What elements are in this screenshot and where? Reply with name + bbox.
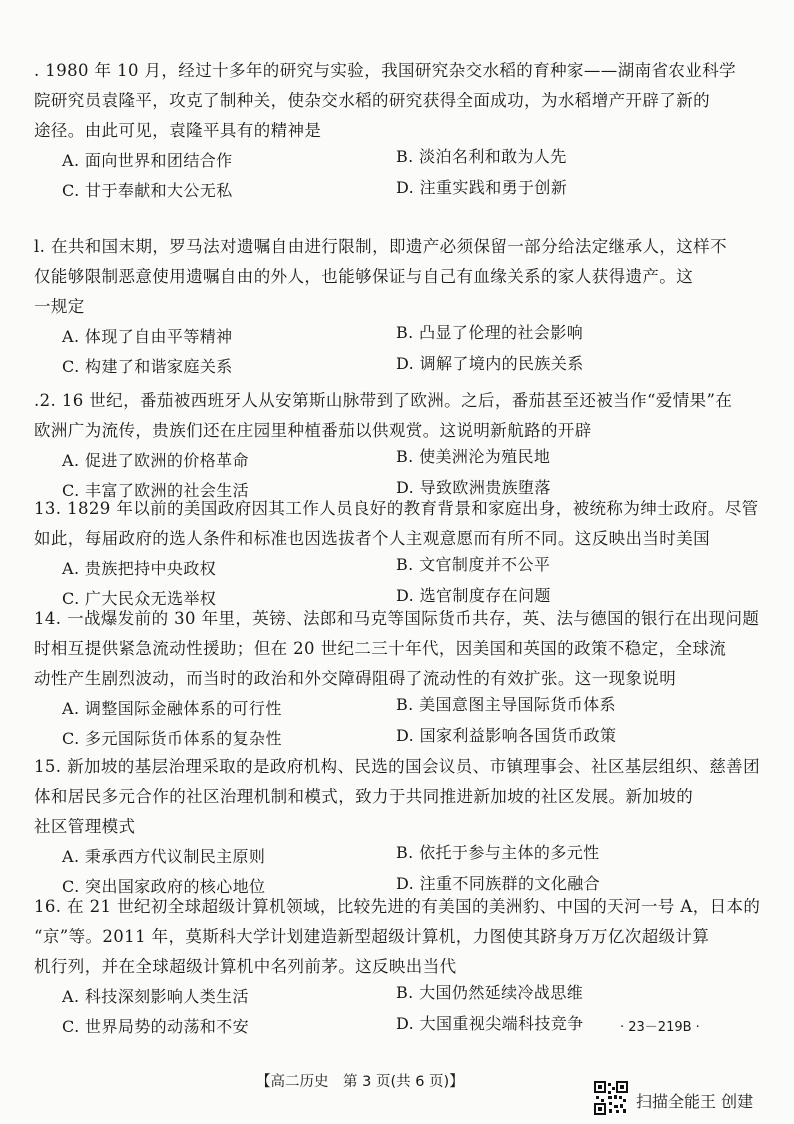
option-c: C. 多元国际货币体系的复杂性 [62, 729, 282, 748]
question-stem-line: 14. 一战爆发前的 30 年里，英镑、法郎和马克等国际货币共存，英、法与德国的银行在出现问题 [34, 609, 760, 628]
option-b: B. 依托于参与主体的多元性 [396, 843, 600, 862]
question-stem-line: 16. 在 21 世纪初全球超级计算机领域，比较先进的有美国的美洲豹、中国的天河一号 A，日本的 [34, 897, 761, 916]
option-d: D. 导致欧洲贵族堕落 [396, 478, 551, 497]
option-d: D. 大国重视尖端科技竞争 [396, 1014, 584, 1033]
option-c: C. 构建了和谐家庭关系 [62, 357, 233, 376]
option-b: B. 美国意图主导国际货币体系 [396, 695, 616, 714]
option-a: A. 促进了欧洲的价格革命 [62, 451, 249, 470]
question-stem-line: 时相互提供紧急流动性援助；但在 20 世纪二三十年代，因美国和英国的政策不稳定，全球流 [34, 639, 727, 658]
option-c: C. 甘于奉献和大公无私 [62, 181, 233, 200]
option-c: C. 突出国家政府的核心地位 [62, 877, 266, 896]
page-footer-title: 【高二历史 第 3 页(共 6 页)】 [256, 1074, 464, 1090]
option-a: A. 秉承西方代议制民主原则 [62, 847, 266, 866]
options [34, 322, 724, 384]
question-15 [34, 752, 760, 904]
exam-code: · 23－219B · [620, 1020, 700, 1035]
option-d: D. 注重实践和勇于创新 [396, 178, 568, 197]
option-d: D. 注重不同族群的文化融合 [396, 874, 601, 893]
scanner-watermark [594, 1080, 753, 1120]
option-b: B. 文官制度并不公平 [396, 555, 551, 574]
question-stem-line: 动性产生剧烈波动，而当时的政治和外交障碍阻碍了流动性的有效扩张。这一现象说明 [34, 669, 677, 688]
option-a: A. 贵族把持中央政权 [62, 559, 217, 578]
option-d: D. 国家利益影响各国货币政策 [396, 726, 617, 745]
qr-code-icon [594, 1081, 628, 1119]
option-b: B. 凸显了伦理的社会影响 [396, 323, 584, 342]
option-b: B. 使美洲沦为殖民地 [396, 447, 551, 466]
question-10 [34, 56, 737, 208]
option-a: A. 科技深刻影响人类生活 [62, 987, 249, 1006]
question-stem-line: 15. 新加坡的基层治理采取的是政府机构、民选的国会议员、市镇理事会、社区基层组织、慈善团 [34, 757, 760, 776]
question-14 [34, 604, 760, 756]
option-d: D. 调解了境内的民族关系 [396, 354, 584, 373]
options [34, 146, 724, 208]
question-12 [34, 386, 733, 508]
question-stem-line: “京”等。2011 年，莫斯科大学计划建造新型超级计算机，力图使其跻身万万亿次超级计算 [34, 927, 710, 946]
question-stem-line: . 1980 年 10 月，经过十多年的研究与实验，我国研究杂交水稻的育种家——湖南省农业科学 [34, 61, 737, 80]
option-c: C. 世界局势的动荡和不安 [62, 1017, 250, 1036]
question-stem-line: 如此，每届政府的选人条件和标准也因选拔者个人主观意愿而有所不同。这反映出当时美国 [34, 529, 710, 548]
question-stem-line: 社区管理模式 [34, 817, 136, 836]
question-stem-line: 机行列，并在全球超级计算机中名列前茅。这反映出当代 [34, 957, 457, 976]
option-c: C. 丰富了欧洲的社会生活 [62, 481, 250, 500]
option-a: A. 面向世界和团结合作 [62, 151, 233, 170]
question-stem-line: l. 在共和国末期，罗马法对遗嘱自由进行限制，即遗产必须保留一部分给法定继承人，这样不 [34, 237, 727, 256]
option-b: B. 淡泊名利和敢为人先 [396, 147, 567, 166]
question-stem-line: 13. 1829 年以前的美国政府因其工作人员良好的教育背景和家庭出身，被统称为绅士政府。尽管 [34, 499, 759, 518]
question-13 [34, 494, 759, 616]
option-a: A. 体现了自由平等精神 [62, 327, 233, 346]
option-b: B. 大国仍然延续冷战思维 [396, 983, 584, 1002]
scanner-label: 扫描全能王 创建 [636, 1091, 754, 1111]
question-stem-line: 体和居民多元合作的社区治理机制和模式，致力于共同推进新加坡的社区发展。新加坡的 [34, 787, 694, 806]
question-stem-line: 途径。由此可见，袁隆平具有的精神是 [34, 121, 322, 140]
question-11 [34, 232, 727, 384]
option-a: A. 调整国际金融体系的可行性 [62, 699, 282, 718]
question-stem-line: .2. 16 世纪，番茄被西班牙人从安第斯山脉带到了欧洲。之后，番茄甚至还被当作“爱情果”在 [34, 391, 733, 410]
question-stem-line: 欧洲广为流传，贵族们还在庄园里种植番茄以供观赏。这说明新航路的开辟 [34, 421, 592, 440]
option-c: C. 广大民众无选举权 [62, 589, 217, 608]
option-d: D. 选官制度存在问题 [396, 586, 551, 605]
question-stem-line: 仅能够限制恶意使用遗嘱自由的外人，也能够保证与自己有血缘关系的家人获得遗产。这 [34, 267, 694, 286]
options [34, 694, 724, 756]
question-stem-line: 院研究员袁隆平，攻克了制种关，使杂交水稻的研究获得全面成功，为水稻增产开辟了新的 [34, 91, 710, 110]
question-stem-line: 一规定 [34, 297, 85, 316]
